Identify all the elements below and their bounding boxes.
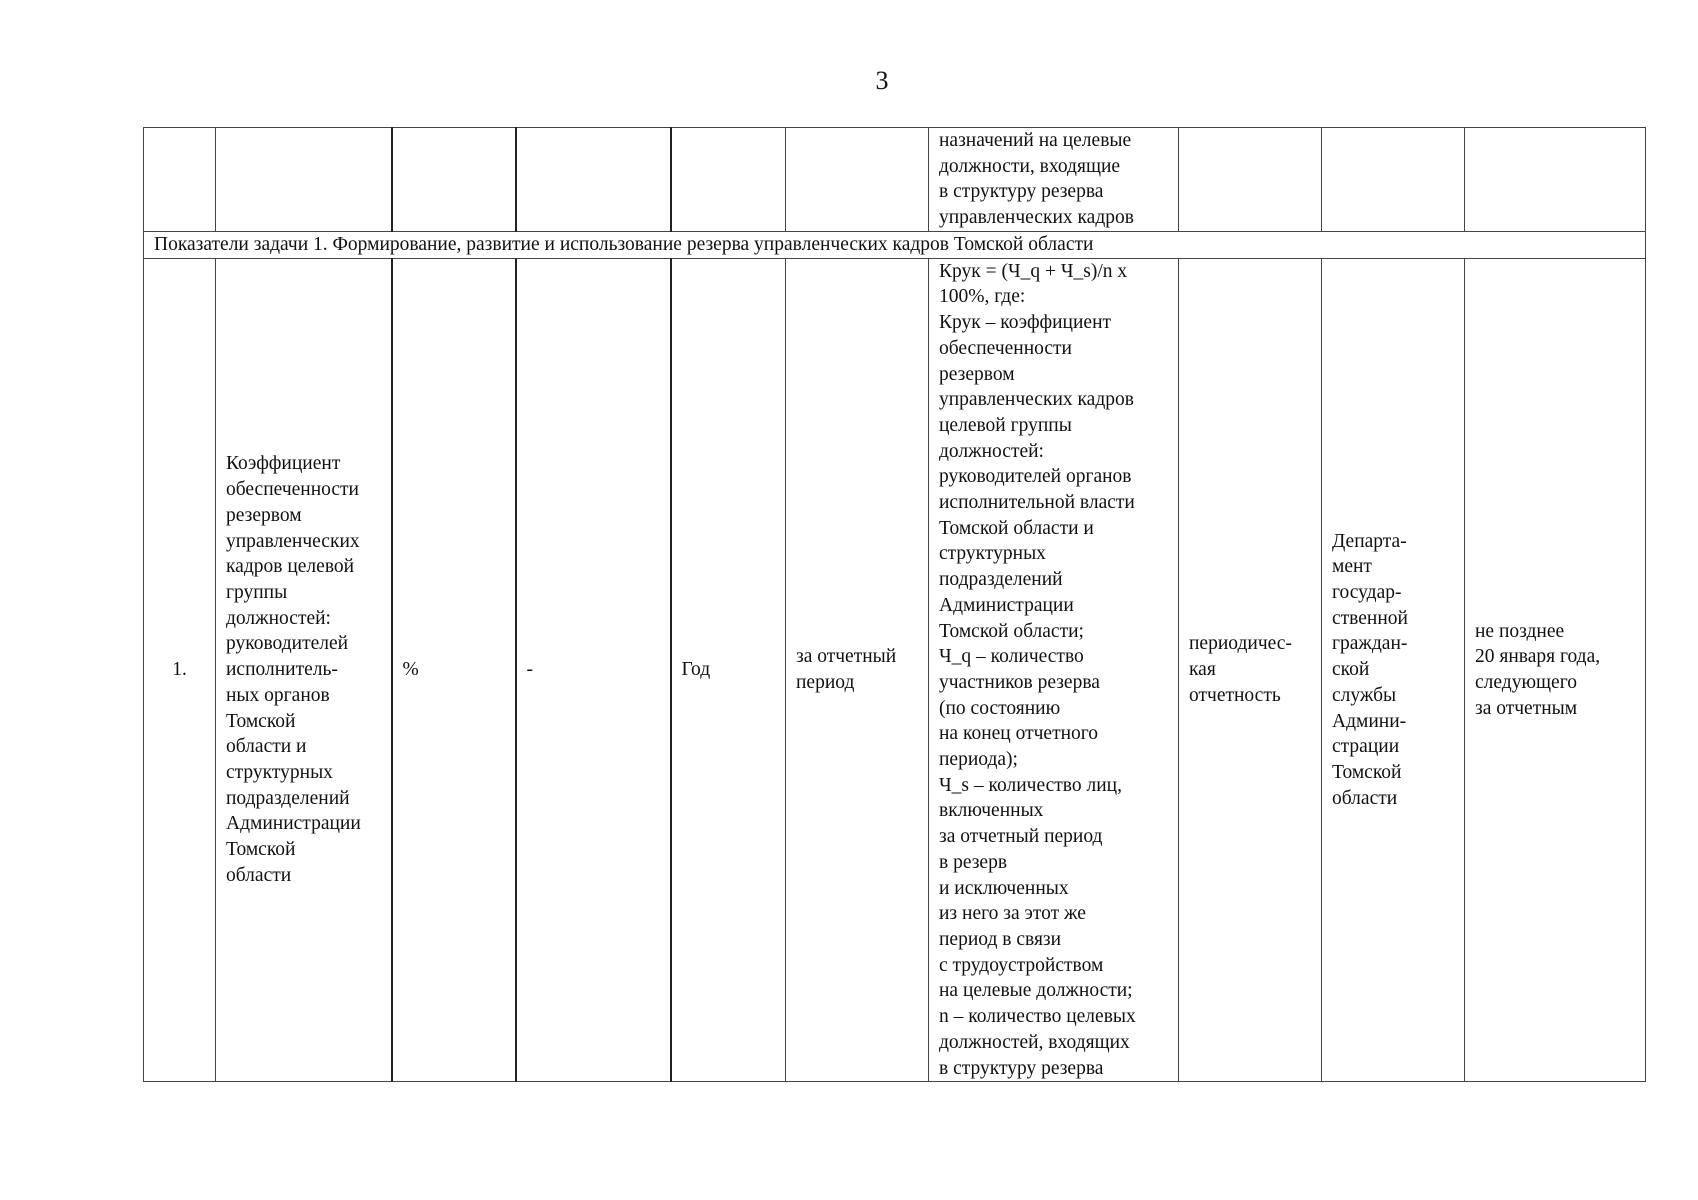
cell-empty [516, 128, 671, 232]
formula-continuation-cell [929, 128, 1179, 232]
indicator-period-cell [786, 258, 929, 1082]
cell-empty [1179, 128, 1322, 232]
indicator-row [144, 258, 1646, 1082]
indicator-deadline: не позднее 20 января года, следующего за отчетным [1475, 620, 1601, 719]
indicator-deadline-cell [1465, 258, 1646, 1082]
continuation-row [144, 128, 1646, 232]
cell-empty [671, 128, 786, 232]
cell-empty [144, 128, 216, 232]
indicator-name: Коэффициент обеспеченности резервом управленческих кадров целевой группы должностей: руководителей исполнитель- ных органов Томской области и структурных подразделений Администрации Томской области [226, 453, 361, 886]
cell-empty [1322, 128, 1465, 232]
indicator-formula: Крук = (Ч_q + Ч_s)/n х 100%, где: Крук – коэффициент обеспеченности резервом управленческих кадров целевой группы должностей: руководителей органов исполнительной власти Томской области и структурных подразделений Администрации Томской области; Ч_q – количество участников резерва (по состоянию на конец отчетного периода); Ч_s – количество лиц, включенных за отчетный период в резерв и исключенных из него за этот же период в связи с трудоустройством на целевые должности; n – количество целевых должностей, входящих в структуру резерва [939, 260, 1136, 1079]
indicators-table [143, 127, 1646, 1082]
cell-empty [1465, 128, 1646, 232]
indicator-responsible-cell [1322, 258, 1465, 1082]
indicator-formula-cell [929, 258, 1179, 1082]
indicator-source-cell [1179, 258, 1322, 1082]
formula-continuation-text: назначений на целевые должности, входящие в структуру резерва управленческих кадров [939, 130, 1134, 229]
section-heading-row [144, 232, 1646, 259]
indicator-dash: - [516, 258, 671, 1082]
indicator-periodicity: Год [671, 258, 786, 1082]
page-number: 3 [875, 66, 889, 95]
cell-empty [392, 128, 516, 232]
indicator-name-cell [216, 258, 392, 1082]
indicator-number: 1. [144, 258, 216, 1082]
indicator-responsible: Департа- мент государ- ственной граждан- ской службы Админи- страции Томской области [1332, 530, 1408, 809]
indicator-data-source: периодичес- кая отчетность [1189, 633, 1292, 706]
cell-empty [216, 128, 392, 232]
cell-empty [786, 128, 929, 232]
section-heading: Показатели задачи 1. Формирование, развитие и использование резерва управленческих кадров Томской области [144, 232, 1646, 259]
indicator-unit: % [392, 258, 516, 1082]
indicator-period: за отчетный период [796, 646, 897, 693]
